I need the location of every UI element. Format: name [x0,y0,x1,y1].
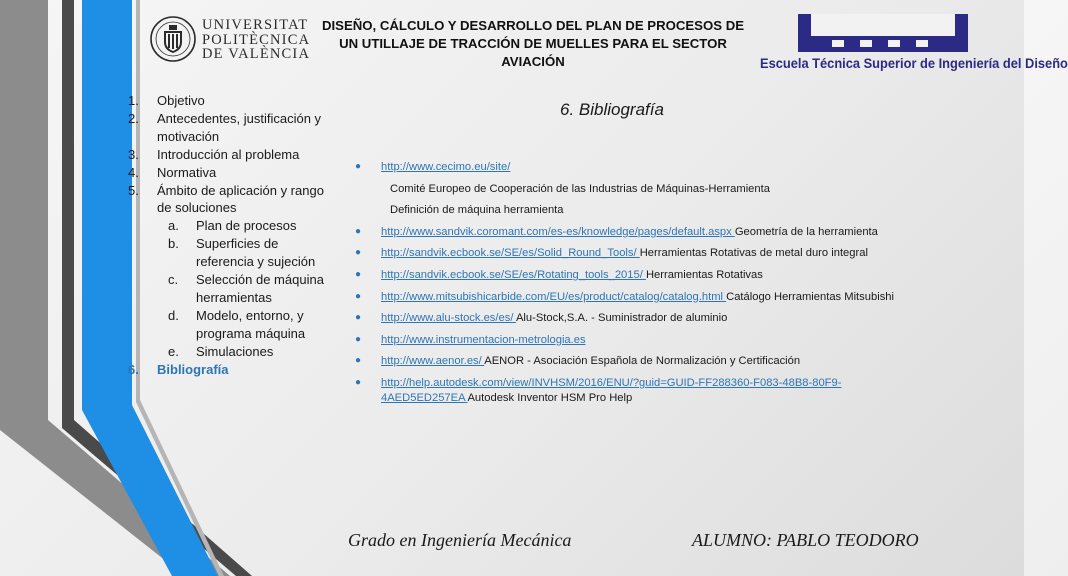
toc-subitem-plan-procesos[interactable] [128,217,328,235]
bibliography-link[interactable]: http://www.cecimo.eu/site/ [381,161,511,173]
toc-item-label: Modelo, entorno, y programa máquina [196,307,306,341]
toc-item-ambito[interactable] [128,182,328,218]
bibliography-note: Comité Europeo de Cooperación de las Industrias de Máquinas-Herramienta [390,182,770,195]
toc-item-number: c. [168,272,179,288]
bibliography-entry [355,160,915,175]
upv-line-1: UNIVERSITAT [202,17,309,33]
upv-wordmark [202,18,310,62]
bullet-icon: ● [355,225,362,237]
bibliography-link[interactable]: http://sandvik.ecbook.se/SE/es/Solid_Round_Tools/ [381,247,640,260]
upv-logo [150,16,311,64]
toc-item-number: 1. [128,93,139,108]
toc-item-label: Selección de máquina herramientas [196,272,324,305]
toc-item-number: d. [168,307,179,323]
upv-seal-icon [150,16,196,62]
bibliography-entry [355,268,915,283]
bibliography-entry [355,225,915,240]
toc-item-number: 5. [128,182,139,198]
toc-item-label: Superficies de referencia y sujeción [196,236,316,270]
toc-item-normativa[interactable] [128,164,328,182]
bibliography-link[interactable]: http://help.autodesk.com/view/INVHSM/2016/ENU/?guid=GUID-FF288360-F083-48B8-80F9-4AED5ED257EA [381,376,842,404]
toc-item-number: a. [168,218,179,234]
toc-item-label: Bibliografía [157,361,229,377]
toc-subitem-simulaciones[interactable] [128,343,328,361]
etsid-emblem-icon [760,12,1010,56]
bibliography-link[interactable]: http://www.alu-stock.es/es/ [381,312,516,325]
bibliography-entry [355,376,915,405]
section-heading: 6. Bibliografía [560,100,664,119]
bullet-icon: ● [355,333,362,345]
bibliography-description: Herramientas Rotativas de metal duro integral [639,247,868,260]
bullet-icon: ● [355,355,362,367]
toc-item-number: 4. [128,164,139,180]
bullet-icon: ● [355,312,362,324]
bullet-icon: ● [355,268,362,280]
upv-line-2: POLITÈCNICA [202,31,311,48]
bibliography-link[interactable]: http://www.instrumentacion-metrologia.es [381,333,586,346]
toc-item-label: Antecedentes, justificación y motivación [157,110,322,144]
footer-student: ALUMNO: PABLO TEODORO [692,530,919,550]
bibliography-description: AENOR - Asociación Española de Normalización y Certificación [484,355,801,368]
toc-item-label: Introducción al problema [157,146,300,162]
toc-item-label: Plan de procesos [196,218,297,234]
bibliography-link[interactable]: http://www.mitsubishicarbide.com/EU/es/product/catalog/catalog.html [381,290,727,303]
bullet-icon: ● [355,290,362,302]
bibliography-description: Herramientas Rotativas [645,268,763,281]
toc-item-label: Ámbito de aplicación y rango de soluciones [157,182,324,216]
bibliography-description: Autodesk Inventor HSM Pro Help [467,391,633,404]
toc-item-objetivo[interactable] [128,92,328,110]
toc-item-antecedentes[interactable] [128,110,328,146]
toc-item-label: Objetivo [157,93,205,108]
toc-subitem-modelo[interactable] [128,307,328,343]
toc-item-number: 3. [128,146,139,162]
bibliography-link[interactable]: http://www.aenor.es/ [381,355,485,368]
footer-degree: Grado en Ingeniería Mecánica [348,530,572,550]
bullet-icon: ● [355,376,362,388]
etsid-logo [760,12,1068,82]
bibliography-link[interactable]: http://sandvik.ecbook.se/SE/es/Rotating_tools_2015/ [381,268,646,281]
toc-item-number: b. [168,236,179,252]
bibliography-entry [355,354,915,369]
slide-title: DISEÑO, CÁLCULO Y DESARROLLO DEL PLAN DE PROCESOS DE UN UTILLAJE DE TRACCIÓN DE MUELLES PARA EL SECTOR AVIACIÓN [321,18,745,69]
bibliography-entry [355,333,915,348]
toc-item-number: e. [168,343,179,359]
bibliography-list [355,160,915,412]
toc-item-number: 2. [128,110,139,126]
toc-item-number: 6. [128,361,139,377]
toc-item-label: Normativa [157,164,217,180]
toc-item-introduccion[interactable] [128,146,328,164]
bibliography-description: Geometría de la herramienta [734,225,878,238]
toc-subitem-seleccion[interactable] [128,271,328,307]
bullet-icon: ● [355,247,362,259]
bibliography-entry [355,246,915,261]
toc-item-bibliografia[interactable] [128,361,328,379]
toc-item-label: Simulaciones [196,343,274,359]
bibliography-link[interactable]: http://www.sandvik.coromant.com/es-es/knowledge/pages/default.aspx [381,225,735,238]
bibliography-description: Catálogo Herramientas Mitsubishi [726,290,894,303]
table-of-contents [128,92,328,379]
toc-subitem-superficies[interactable] [128,235,328,271]
bibliography-entry [355,311,915,326]
bullet-icon: ● [355,161,362,172]
bibliography-entry [355,290,915,305]
etsid-name: Escuela Técnica Superior de Ingeniería del Diseño [760,56,1068,71]
upv-line-3: DE VALÈNCIA [202,46,311,62]
bibliography-description: Alu-Stock,S.A. - Suministrador de aluminio [515,312,728,325]
bibliography-note: Definición de máquina herramienta [390,204,564,217]
